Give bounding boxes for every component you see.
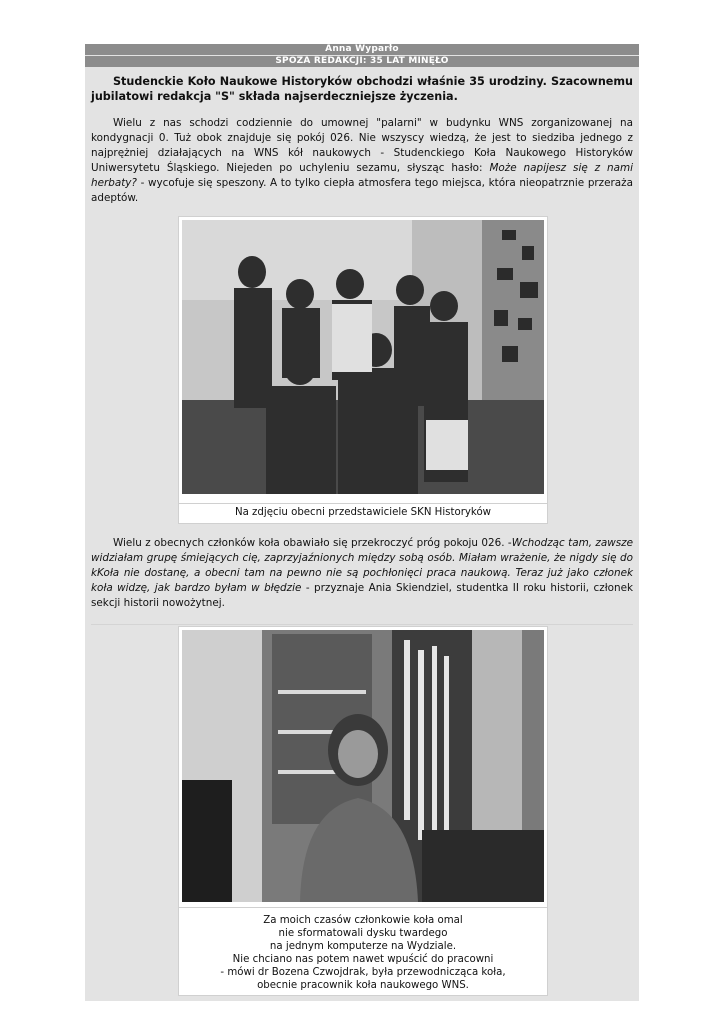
paragraph-2-quote: Wchodząc tam, zawsze widziałam grupę śmiejących cię, zaprzyjaźnionych między sobą osób. Miałam wrażenie, że nigdy się do kKoła nie dostanę, a obecni tam na pewno nie są pochłonięci praca naukową. Teraz już jako członek koła widzę, jak bardzo byłam w błędzie xyxy=(91,537,633,594)
paragraph-1-tail: - wycofuje się speszony. A to tylko ciepła atmosfera tego miejsca, która nieopatrznie przeraża adeptów. xyxy=(91,177,633,204)
portrait-photo xyxy=(182,630,544,902)
figure-group-photo xyxy=(178,216,548,524)
lead-paragraph: Studenckie Koło Naukowe Historyków obchodzi właśnie 35 urodziny. Szacownemu jubilatowi redakcja "S" składa najserdeczniejsze życzenia. xyxy=(91,75,633,103)
caption-line: na jednym komputerze na Wydziale. xyxy=(269,941,457,952)
paragraph-1-quote: Może napijesz się z nami herbaty? xyxy=(91,162,633,189)
caption-line: - mówi dr Bozena Czwojdrak, była przewodnicząca koła, xyxy=(220,967,506,978)
caption-line: Za moich czasów członkowie koła omal xyxy=(263,915,463,926)
figure-1-caption: Na zdjęciu obecni przedstawiciele SKN Historyków xyxy=(179,503,547,522)
paragraph-2 xyxy=(91,536,633,611)
group-photo xyxy=(182,220,544,494)
paragraph-1 xyxy=(91,116,633,206)
paragraph-2-tail: - przyznaje Ania Skiendziel, studentka II roku historii, członek sekcji historii nowożytnej. xyxy=(91,582,634,609)
article-page xyxy=(85,44,639,1001)
figure-portrait-photo xyxy=(178,626,548,996)
caption-line: obecnie pracownik koła naukowego WNS. xyxy=(257,980,469,991)
figure-2-caption xyxy=(179,907,547,992)
paragraph-2-text: Wielu z obecnych członków koła obawiało się przekroczyć próg pokoju 026. - xyxy=(113,537,512,549)
section-divider xyxy=(91,624,633,625)
caption-line: nie sformatowali dysku twardego xyxy=(278,928,448,939)
caption-line: Nie chciano nas potem nawet wpuścić do pracowni xyxy=(232,954,494,965)
paragraph-1-text: Wielu z nas schodzi codziennie do umownej "palarni" w budynku WNS zorganizowanej na kondygnacji 0. Tuż obok znajduje się pokój 026. Nie wszyscy wiedzą, że jest to siedziba jednego z najprężniej działających na WNS kół naukowych - Studenckiego Koła Naukowego Historyków Uniwersytetu Śląskiego. Niejeden po uchyleniu sezamu, słysząc hasło: xyxy=(91,117,633,174)
section-title-bar: SPOZA REDAKCJI: 35 LAT MINĘŁO xyxy=(85,55,639,67)
author-bar: Anna Wyparło xyxy=(85,44,639,55)
